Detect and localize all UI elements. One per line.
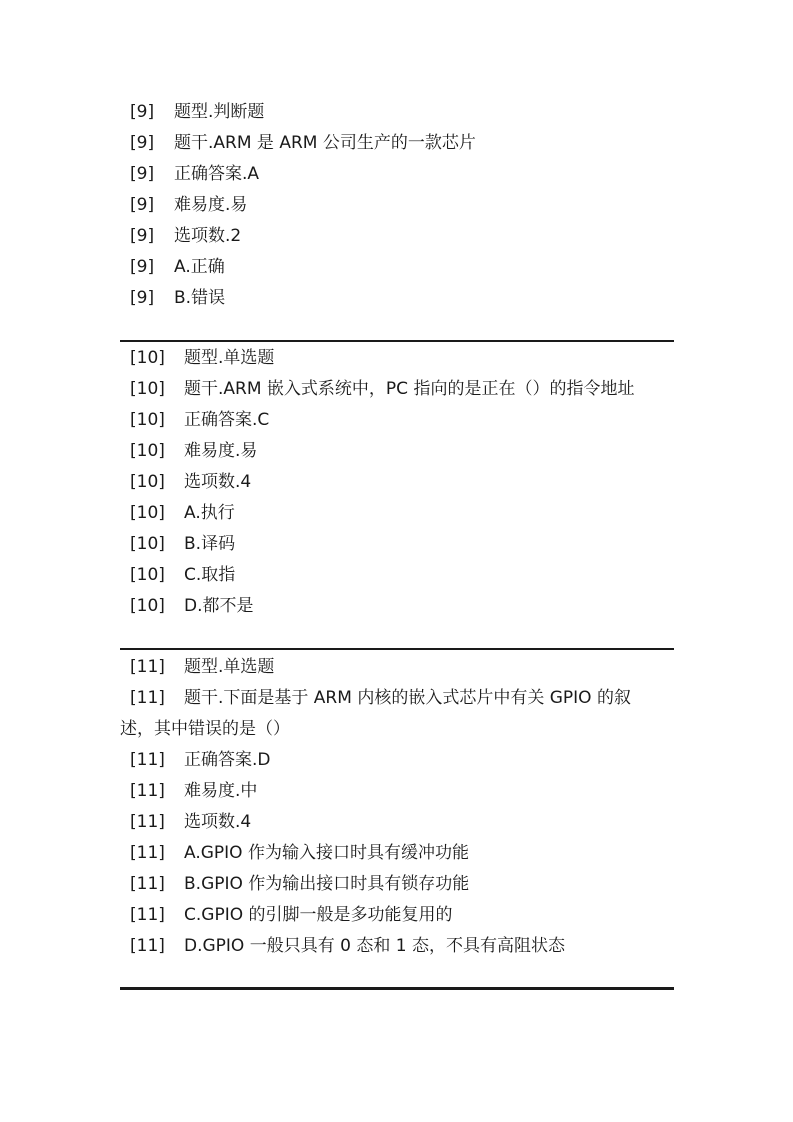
question-10-option-b: [10] B.译码: [120, 529, 674, 560]
question-11-option-count: [11] 选项数.4: [120, 807, 674, 838]
question-9-difficulty: [9] 难易度.易: [120, 190, 674, 221]
divider: [120, 987, 674, 990]
question-10-option-d: [10] D.都不是: [120, 591, 674, 622]
question-11-option-d: [11] D.GPIO 一般只具有 0 态和 1 态，不具有高阻状态: [120, 931, 674, 962]
question-9-stem: [9] 题干.ARM 是 ARM 公司生产的一款芯片: [120, 128, 674, 159]
question-11-answer: [11] 正确答案.D: [120, 745, 674, 776]
question-tag: [11]: [130, 750, 165, 770]
question-tag: [11]: [130, 936, 165, 956]
question-tag: [9]: [130, 102, 155, 122]
question-11-option-b: [11] B.GPIO 作为输出接口时具有锁存功能: [120, 869, 674, 900]
question-9-option-a: [9] A.正确: [120, 252, 674, 283]
question-11-option-c: [11] C.GPIO 的引脚一般是多功能复用的: [120, 900, 674, 931]
question-10-difficulty: [10] 难易度.易: [120, 436, 674, 467]
question-10-answer: [10] 正确答案.C: [120, 405, 674, 436]
question-tag: [10]: [130, 410, 165, 430]
question-10: [120, 343, 674, 622]
question-tag: [9]: [130, 164, 155, 184]
question-tag: [11]: [130, 688, 165, 708]
question-11: [120, 652, 674, 962]
question-10-type: [10] 题型.单选题: [120, 343, 674, 374]
question-tag: [11]: [130, 657, 165, 677]
question-tag: [9]: [130, 195, 155, 215]
question-9: [120, 97, 674, 314]
question-tag: [10]: [130, 565, 165, 585]
question-11-difficulty: [11] 难易度.中: [120, 776, 674, 807]
question-9-option-b: [9] B.错误: [120, 283, 674, 314]
question-11-stem-continuation: 述，其中错误的是（）: [120, 719, 290, 739]
question-tag: [9]: [130, 288, 155, 308]
question-tag: [9]: [130, 257, 155, 277]
question-tag: [10]: [130, 441, 165, 461]
divider: [120, 648, 674, 650]
question-tag: [11]: [130, 874, 165, 894]
question-tag: [9]: [130, 226, 155, 246]
question-tag: [11]: [130, 812, 165, 832]
question-tag: [10]: [130, 534, 165, 554]
question-10-option-a: [10] A.执行: [120, 498, 674, 529]
divider: [120, 340, 674, 342]
question-tag: [10]: [130, 348, 165, 368]
question-tag: [10]: [130, 596, 165, 616]
question-tag: [11]: [130, 905, 165, 925]
question-9-option-count: [9] 选项数.2: [120, 221, 674, 252]
question-11-option-a: [11] A.GPIO 作为输入接口时具有缓冲功能: [120, 838, 674, 869]
question-9-answer: [9] 正确答案.A: [120, 159, 674, 190]
question-10-option-count: [10] 选项数.4: [120, 467, 674, 498]
question-tag: [9]: [130, 133, 155, 153]
question-9-type: [9] 题型.判断题: [120, 97, 674, 128]
question-10-option-c: [10] C.取指: [120, 560, 674, 591]
question-tag: [11]: [130, 781, 165, 801]
question-tag: [10]: [130, 379, 165, 399]
question-11-stem: [11] 题干.下面是基于 ARM 内核的嵌入式芯片中有关 GPIO 的叙: [120, 683, 674, 714]
question-tag: [10]: [130, 472, 165, 492]
question-10-stem: [10] 题干.ARM 嵌入式系统中，PC 指向的是正在（）的指令地址: [120, 374, 674, 405]
question-tag: [10]: [130, 503, 165, 523]
question-tag: [11]: [130, 843, 165, 863]
question-11-type: [11] 题型.单选题: [120, 652, 674, 683]
